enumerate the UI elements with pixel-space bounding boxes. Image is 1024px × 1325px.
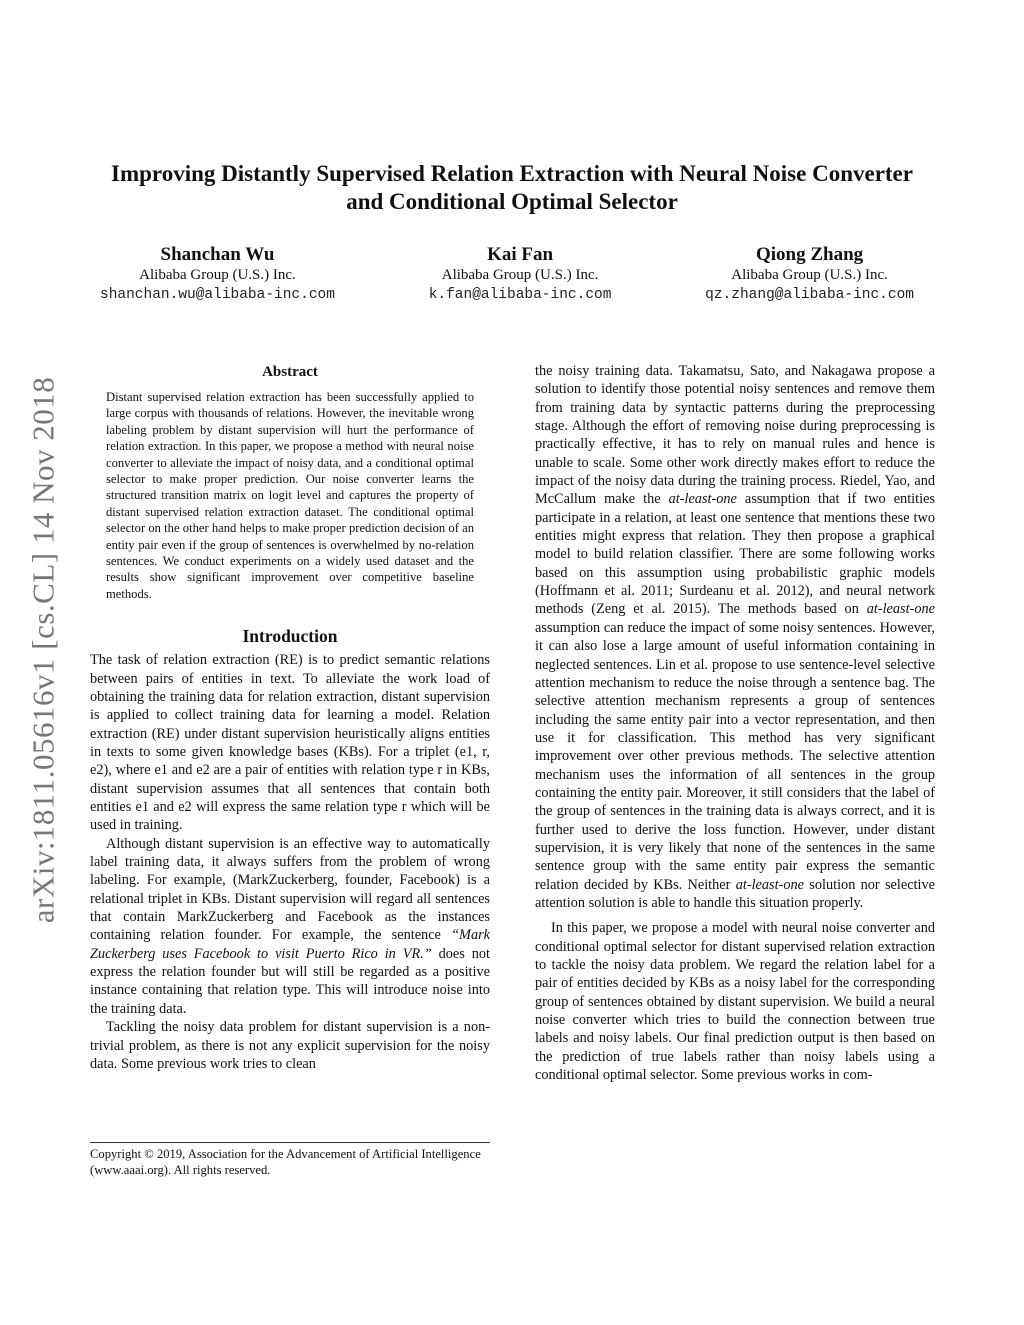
author-3 — [705, 244, 914, 305]
left-column — [90, 362, 490, 1073]
author-name: Kai Fan — [487, 244, 554, 265]
introduction-heading: Introduction — [242, 626, 338, 647]
author-2 — [429, 244, 612, 305]
author-email: shanchan.wu@alibaba-inc.com — [100, 287, 335, 303]
abstract-heading: Abstract — [262, 364, 318, 380]
emphasis-at-least-one: at-least-one — [866, 601, 935, 618]
copyright-notice: Copyright © 2019, Association for the Advancement of Artificial Intelligence (www.aaai.org). All rights reserved. — [90, 1142, 490, 1178]
title-line-1: Improving Distantly Supervised Relation Extraction with Neural Noise Converter — [111, 161, 913, 186]
author-affiliation: Alibaba Group (U.S.) Inc. — [139, 267, 296, 283]
paper-title — [60, 160, 964, 216]
author-block — [100, 244, 914, 305]
author-email: k.fan@alibaba-inc.com — [428, 287, 612, 303]
arxiv-stamp: arXiv:1811.05616v1 [cs.CL] 14 Nov 2018 — [25, 376, 61, 924]
emphasis-at-least-one: at-least-one — [735, 876, 804, 893]
intro-paragraph-1: The task of relation extraction (RE) is to predict semantic relations between pairs of entities in text. To alleviate the work load of obtaining the training data for relation extraction, distant supervision is applied to collect training data for learning a model. Relation extraction (RE) under distant supervision heuristically aligns entities in texts to some given knowledge bases (KBs). For a triplet (e1, r, e2), where e1 and e2 are a pair of entities with relation type r in KBs, distant supervision assumes that all sentences that contain both entities e1 and e2 will express the same relation type r which will be used in training. — [90, 652, 490, 834]
right-column — [535, 362, 935, 1084]
author-name: Shanchan Wu — [160, 244, 275, 265]
title-line-2: and Conditional Optimal Selector — [346, 189, 678, 214]
right-paragraph-1: the noisy training data. Takamatsu, Sato, and Nakagawa propose a solution to identify those potential noisy sentences and remove them from training data by syntactic patterns during the preprocessing stage. Although the effort of removing noise during preprocessing is practically effective, it has to rely on manual rules and hence is unable to scale. Some other work directly makes effort to reduce the impact of the noisy data during the training process. Riedel, Yao, and McCallum make the at-least-one assumption that if two entities participate in a relation, at least one sentence that mentions these two entities might express that relation. They then propose a graphical model to build relation classifier. There are some following works based on this assumption using probabilistic graphic models (Hoffmann et al. 2011; Surdeanu et al. 2012), and neural network methods (Zeng et al. 2015). The methods based on at-least-one assumption can reduce the impact of some noisy sentences. However, it can also lose a large amount of useful information containing in neglected sentences. Lin et al. propose to use sentence-level selective attention mechanism to reduce the noise through a sentence bag. The selective attention mechanism represents a group of sentences including the same entity pair into a vector representation, and then use it for classification. This method has very significant improvement over other previous methods. The selective attention mechanism uses the information of all sentences in the group containing the entity pair. Moreover, it still considers that the label of the group of sentences in the training data is always correct, and it is further used to derive the loss function. However, under distant supervision, it is very likely that none of the sentences in the same sentence group with the same entity pair express the semantic relation decided by KBs. Neither at-least-one solution nor selective attention solution is able to handle this situation properly. — [535, 363, 935, 911]
right-paragraph-2: In this paper, we propose a model with neural noise converter and conditional optimal selector for distant supervised relation extraction to tackle the noisy data problem. We regard the relation label for a pair of entities decided by KBs as a noisy label for the corresponding group of sentences obtained by distant supervision. We build a neural noise converter which tries to build the connection between true labels and noisy labels. Our final prediction output is then based on the prediction of true labels rather than noisy labels using a conditional optimal selector. Some previous works in com- — [535, 920, 935, 1084]
emphasis-at-least-one: at-least-one — [668, 491, 737, 508]
intro-paragraph-3: Tackling the noisy data problem for distant supervision is a non-trivial problem, as there is not any explicit supervision for the noisy data. Some previous work tries to clean — [90, 1019, 490, 1072]
abstract-text: Distant supervised relation extraction has been successfully applied to large corpus with thousands of relations. However, the inevitable wrong labeling problem by distant supervision will hurt the performance of relation extraction. In this paper, we propose a method with neural noise converter to alleviate the impact of noisy data, and a conditional optimal selector to make proper prediction. Our noise converter learns the structured transition matrix on logit level and captures the property of distant supervised relation extraction dataset. The conditional optimal selector on the other hand helps to make proper prediction decision of an entity pair even if the group of sentences is overwhelmed by no-relation sentences. We conduct experiments on a widely used dataset and the results show significant improvement over competitive baseline methods. — [106, 390, 474, 601]
author-email: qz.zhang@alibaba-inc.com — [705, 287, 914, 303]
author-affiliation: Alibaba Group (U.S.) Inc. — [731, 267, 888, 283]
author-affiliation: Alibaba Group (U.S.) Inc. — [441, 267, 599, 283]
author-name: Qiong Zhang — [755, 244, 864, 265]
author-1 — [100, 244, 335, 305]
example-quote: “Mark Zuckerberg uses Facebook to visit Puerto Rico in VR.” — [90, 927, 490, 962]
intro-paragraph-2: Although distant supervision is an effective way to automatically label training data, it always suffers from the problem of wrong labeling. For example, (MarkZuckerberg, founder, Facebook) is a relational triplet in KBs. Distant supervision will regard all sentences that contain MarkZuckerberg and Facebook as the instances containing relation founder. For example, the sentence “Mark Zuckerberg uses Facebook to visit Puerto Rico in VR.” does not express the relation founder but will still be regarded as a positive instance containing that relation type. This will introduce noise into the training data. — [90, 835, 491, 1017]
